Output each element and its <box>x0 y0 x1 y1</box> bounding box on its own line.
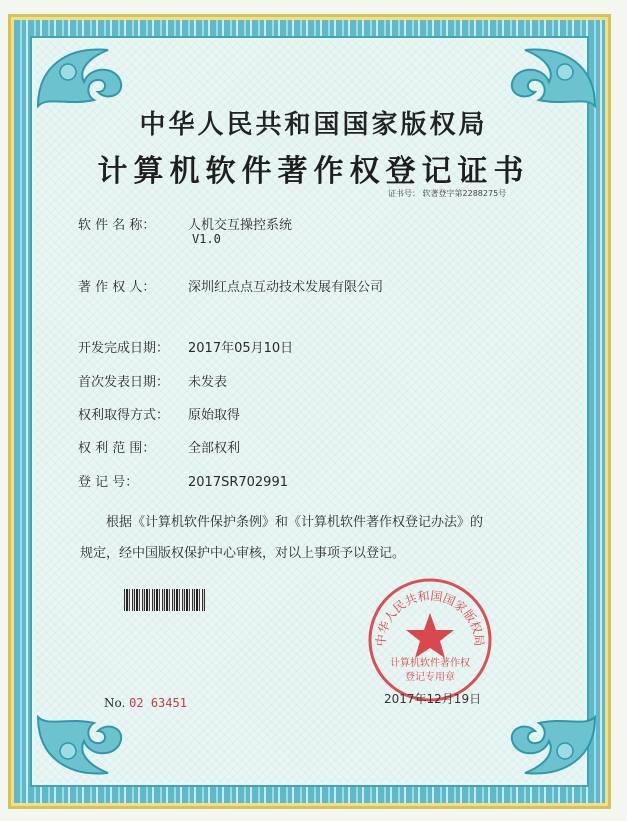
barcode-icon <box>124 589 206 611</box>
issue-date: 2017年12月19日 <box>384 692 482 706</box>
field-label: 权利取得方式： <box>78 408 170 423</box>
serial-value: 02 63451 <box>129 696 187 710</box>
serial-number <box>104 696 187 710</box>
issuer-title: 中华人民共和国国家版权局 <box>139 110 488 140</box>
field-value: 2017年05月10日 <box>188 341 294 356</box>
seal-line-2: 登记专用章 <box>405 672 455 683</box>
statement-line-2: 规定，经中国版权保护中心审核，对以上事项予以登记。 <box>80 546 406 561</box>
field-label: 登 记 号： <box>78 475 139 490</box>
statement-line-1: 根据《计算机软件保护条例》和《计算机软件著作权登记办法》的 <box>106 515 484 530</box>
software-version: V1.0 <box>192 232 221 246</box>
field-label: 首次发表日期： <box>78 375 170 390</box>
field-value: 原始取得 <box>188 408 241 423</box>
certificate-number: 证书号： 软著登字第2288275号 <box>388 189 507 198</box>
seal-line-1: 计算机软件著作权 <box>390 658 470 669</box>
field-value: 2017SR702991 <box>188 475 288 490</box>
field-value: 深圳红点点互动技术发展有限公司 <box>188 280 384 295</box>
corner-ornament-icon <box>28 707 148 787</box>
field-copyright-owner <box>78 276 383 295</box>
field-label: 权 利 范 围： <box>78 441 156 456</box>
field-registration-number <box>78 471 288 490</box>
official-seal-icon <box>365 575 495 705</box>
field-development-date <box>78 337 293 356</box>
field-publish-date <box>78 371 227 390</box>
field-label: 著 作 权 人： <box>78 280 156 295</box>
field-value: 全部权利 <box>188 441 241 456</box>
field-label: 软 件 名 称： <box>78 218 156 233</box>
corner-ornament-icon <box>485 707 605 787</box>
field-acquisition-method <box>78 404 240 423</box>
seal-ring-text: 中华人民共和国国家版权局 <box>373 588 487 647</box>
field-software-name <box>78 214 292 233</box>
field-value: 未发表 <box>188 375 228 390</box>
seal-caption <box>375 657 485 685</box>
certificate-title: 计算机软件著作权登记证书 <box>97 154 530 189</box>
serial-prefix: No. <box>104 696 126 710</box>
field-rights-scope <box>78 437 240 456</box>
field-label: 开发完成日期： <box>78 341 170 356</box>
field-value: 人机交互操控系统 <box>188 218 293 233</box>
